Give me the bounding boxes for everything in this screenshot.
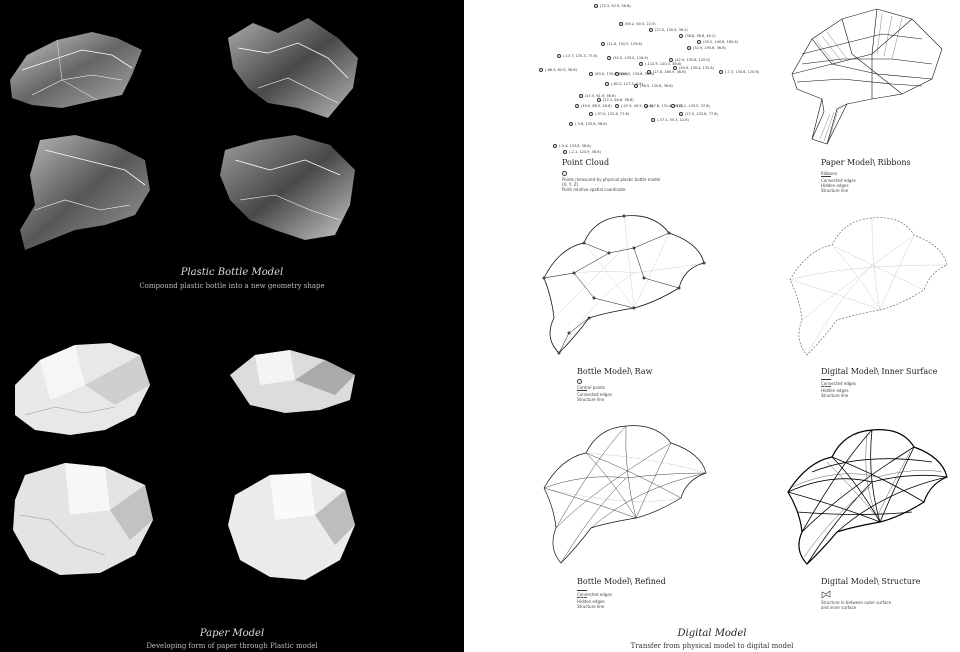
panel-legend-structure: Structure in between outer surface and inner surface: [821, 590, 891, 610]
point-cloud: [539, 2, 769, 152]
point-label: (36.5, 130.6, 36.6): [634, 84, 673, 88]
plastic-model-title: Plastic Bottle Model: [180, 267, 284, 278]
panel-legend-bottle-raw: Control points Connected edges Structure line: [577, 379, 612, 402]
plastic-bottle-photo-3: [5, 130, 160, 255]
point-label: (83.0, 130.6, 86.6): [589, 72, 628, 76]
point-label: (-37.1, 55.3, 12.6): [651, 118, 689, 122]
paper-model-photo-2: [225, 345, 365, 415]
plastic-model-subtitle: Compound plastic bottle into a new geometry shape: [139, 282, 325, 290]
digital-models-panel: [464, 0, 960, 652]
point-label: (87.6, 131.6, 26.6): [644, 104, 683, 108]
point-icon: [562, 171, 567, 176]
digital-model-title: Digital Model: [677, 628, 747, 639]
point-label: (72.3, 52.9, 36.6): [594, 4, 631, 8]
point-label: (27.5, 130.5, 36.2): [649, 28, 688, 32]
point-label: (-3.4, 133.8, 36.6): [553, 144, 591, 148]
paper-model-photo-4: [220, 465, 360, 585]
point-label: (27.2, 64.6, 36.6): [597, 98, 634, 102]
panel-legend-inner-surface: Connected edges Hidden edges Structure line: [821, 381, 856, 398]
hidden-edge-line: [577, 597, 587, 598]
panel-caption-point-cloud: Point Cloud: [562, 158, 610, 167]
inner-surface-drawing: [782, 210, 952, 360]
ribbons-drawing: [782, 4, 952, 154]
point-label: (-82.0, 127.5, 0.6): [605, 82, 643, 86]
point-label: (38.8, 36.6, 40.2): [679, 34, 716, 38]
panel-caption-bottle-refined: Bottle Model\ Refined: [577, 577, 666, 586]
point-label: (11.8, 150.5, 129.6): [601, 42, 642, 46]
connected-edge-line: [821, 379, 831, 380]
point-label: (27.8, 165.9, 36.6): [647, 70, 686, 74]
point-label: (-112.9, 120.3, 36.6): [639, 62, 681, 66]
point-label: (42.9, 135.6, 120.9): [669, 58, 710, 62]
point-label: (47.5, 61.9, 36.6): [579, 94, 616, 98]
point-label: (35.5, 140.8, 160.6): [697, 40, 738, 44]
paper-model-photo-1: [5, 335, 155, 440]
point-label: (-7.3, 135.6, 120.6): [719, 70, 759, 74]
point-label: (-68.5, 82.9, 36.6): [539, 68, 577, 72]
point-label: (32.9, 190.6, 36.6): [687, 46, 726, 50]
panel-caption-bottle-raw: Bottle Model\ Raw: [577, 367, 653, 376]
plastic-bottle-photo-4: [215, 130, 365, 250]
point-label: (25.1, 135.5, 37.6): [671, 104, 710, 108]
panel-caption-inner-surface: Digital Model\ Inner Surface: [821, 367, 938, 376]
panel-caption-structure: Digital Model\ Structure: [821, 577, 921, 586]
paper-model-photo-3: [5, 455, 160, 580]
control-point-icon: [577, 379, 582, 384]
point-label: (-47.9, 40.5, 12.6): [615, 104, 653, 108]
connected-edge-line: [821, 176, 831, 177]
panel-legend-bottle-refined: Connected edges Hidden edges Structure line: [577, 592, 612, 609]
panel-legend-point-cloud: Points measured by physical plastic bottle model (X, Y, Z) Point relative spatial coordinate: [562, 171, 660, 192]
panel-legend-ribbons: Ribbons Connected edges Hidden edges Structure line: [821, 171, 856, 193]
plastic-bottle-photo-2: [218, 8, 368, 128]
bottle-raw-drawing: [534, 208, 714, 358]
connected-edge-line: [577, 590, 587, 591]
point-label: (40.9, 130.4, 135.6): [673, 66, 714, 70]
paper-model-subtitle: Developing form of paper through Plastic model: [146, 642, 318, 650]
point-label: (52.0, 135.0, 116.9): [607, 56, 648, 60]
hidden-edge-line: [821, 386, 831, 387]
digital-model-subtitle: Transfer from physical model to digital model: [630, 642, 794, 650]
point-label: (63.2, 60.5, 22.5): [619, 22, 656, 26]
point-label: (-2.1, 123.9, 36.6): [563, 150, 601, 154]
structure-icon: [821, 590, 831, 599]
point-label: (-13.7, 135.3, 77.6): [557, 54, 597, 58]
bottle-refined-drawing: [536, 418, 716, 568]
paper-model-title: Paper Model: [199, 628, 265, 639]
point-label: (-3.6, 133.8, 36.6): [569, 122, 607, 126]
point-label: (40.3, 130.6, 36.6): [615, 72, 654, 76]
panel-caption-ribbons: Paper Model\ Ribbons: [821, 158, 911, 167]
point-label: (-57.0, 132.6, 77.6): [589, 112, 629, 116]
point-label: (40.0, 68.5, 26.6): [575, 104, 612, 108]
physical-models-panel: [0, 0, 464, 652]
plastic-bottle-photo-1: [2, 20, 152, 120]
structure-drawing: [782, 422, 952, 570]
point-label: (27.5, 132.6, 77.6): [679, 112, 718, 116]
connected-edge-line: [577, 390, 587, 391]
